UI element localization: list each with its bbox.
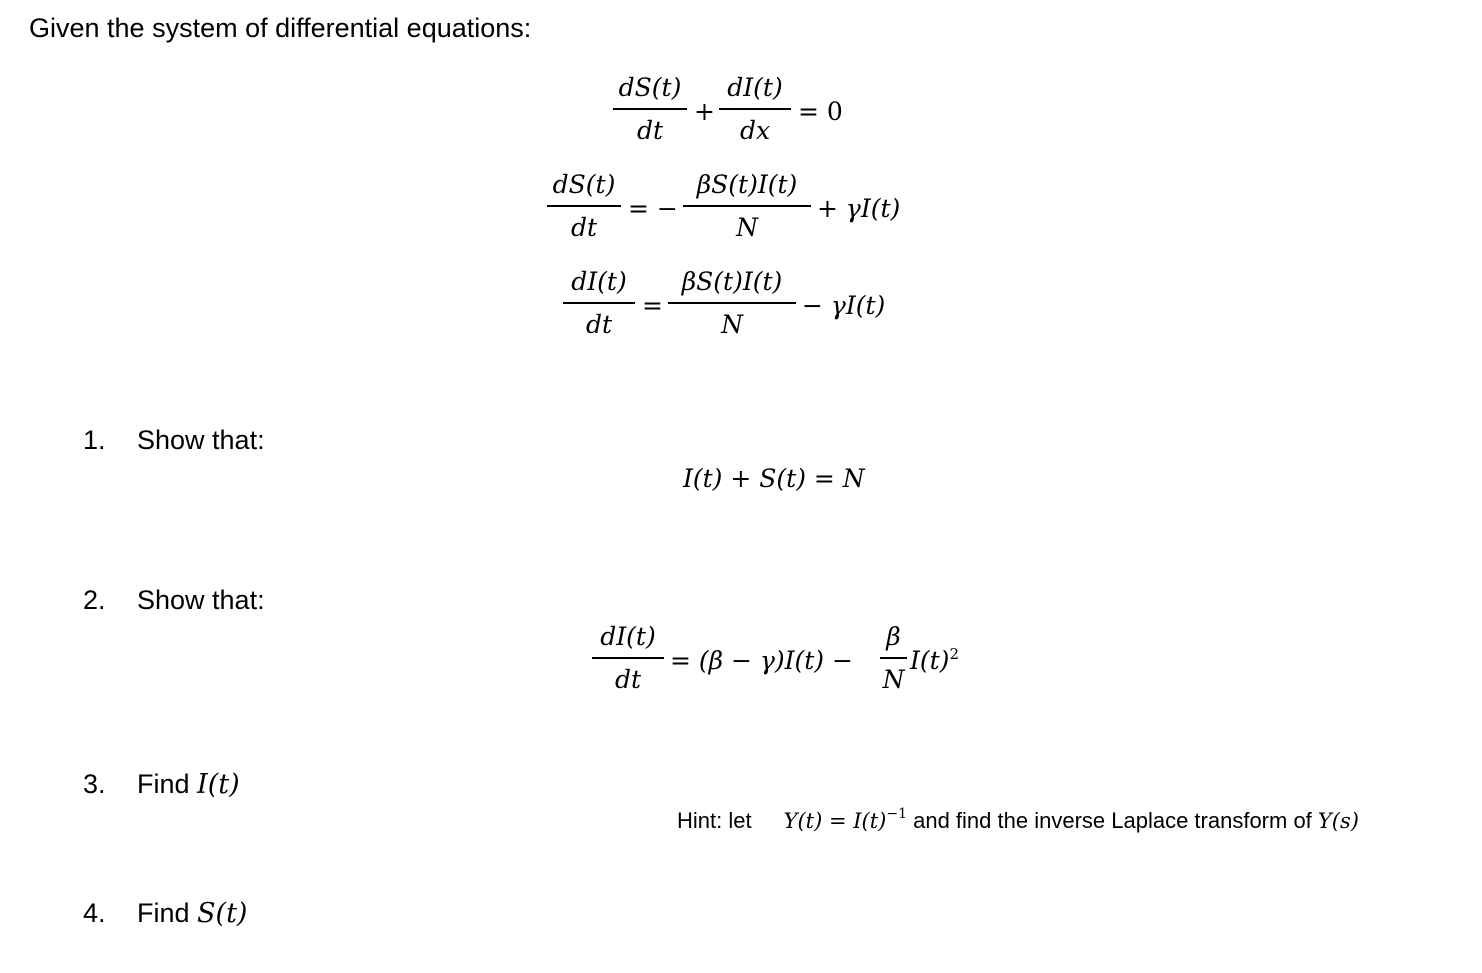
fraction-denominator: N — [882, 665, 905, 694]
fraction-denominator: dt — [570, 213, 598, 242]
fraction-denominator: dt — [614, 665, 642, 694]
result-1-equation: I(t) + S(t) = N — [683, 464, 865, 493]
fraction-bar — [880, 657, 907, 659]
eq2-equals-minus: = − — [628, 194, 678, 223]
fraction-denominator: N — [736, 213, 758, 242]
item-label — [137, 900, 247, 927]
result-2-coef-fraction — [880, 624, 907, 692]
eq3-tail: − γI(t) — [802, 291, 886, 320]
item-label: Show that: — [137, 585, 265, 615]
fraction-numerator: dI(t) — [571, 267, 627, 296]
item-label-text: Find — [137, 769, 190, 799]
fraction-numerator: dI(t) — [600, 622, 656, 651]
fraction-numerator: βS(t)I(t) — [696, 170, 798, 199]
fraction-bar — [547, 205, 621, 207]
fraction-numerator: dI(t) — [727, 73, 783, 102]
eq1-fraction-ds-dt — [613, 75, 687, 143]
fraction-denominator: dx — [739, 116, 771, 145]
fraction-numerator: dS(t) — [552, 170, 616, 199]
hint-math-1: Y(t) = I(t) — [783, 809, 887, 833]
eq1-plus: + — [694, 97, 715, 126]
hint-exponent: −1 — [886, 806, 907, 822]
item-number: 1. — [83, 425, 106, 455]
fraction-numerator: βS(t)I(t) — [681, 267, 783, 296]
item-math: S(t) — [197, 898, 248, 929]
result-2-tail-term: I(t) — [910, 646, 950, 675]
fraction-denominator: dt — [585, 310, 613, 339]
fraction-bar — [613, 108, 687, 110]
eq2-tail: + γI(t) — [817, 194, 901, 223]
fraction-denominator: N — [721, 310, 743, 339]
result-2-lhs-fraction — [592, 624, 664, 692]
result-2-exponent: 2 — [949, 645, 959, 663]
item-math: I(t) — [197, 769, 240, 800]
item-number: 4. — [83, 898, 106, 928]
result-2-tail — [910, 645, 959, 675]
eq3-lhs-fraction — [563, 269, 635, 337]
eq1-rhs: = 0 — [798, 97, 843, 126]
eq2-rhs-fraction — [683, 172, 811, 240]
item-number: 3. — [83, 769, 106, 799]
result-2-middle: = (β − γ)I(t) − — [670, 646, 853, 675]
eq2-lhs-fraction — [547, 172, 621, 240]
item-label-text: Find — [137, 898, 190, 928]
hint-text — [677, 806, 1359, 833]
eq1-fraction-di-dx — [719, 75, 791, 143]
fraction-bar — [668, 302, 796, 304]
eq3-equals: = — [642, 291, 663, 320]
fraction-bar — [592, 657, 664, 659]
fraction-numerator: dS(t) — [618, 73, 682, 102]
hint-middle: and find the inverse Laplace transform of — [907, 808, 1318, 833]
item-label — [137, 771, 240, 798]
hint-math-2: Y(s) — [1317, 809, 1359, 833]
fraction-denominator: dt — [636, 116, 664, 145]
fraction-bar — [683, 205, 811, 207]
eq3-rhs-fraction — [668, 269, 796, 337]
fraction-bar — [563, 302, 635, 304]
item-number: 2. — [83, 585, 106, 615]
fraction-bar — [719, 108, 791, 110]
fraction-numerator: β — [886, 622, 901, 651]
hint-prefix: Hint: let — [677, 808, 752, 833]
item-label: Show that: — [137, 425, 265, 455]
intro-text: Given the system of differential equations: — [29, 13, 532, 43]
